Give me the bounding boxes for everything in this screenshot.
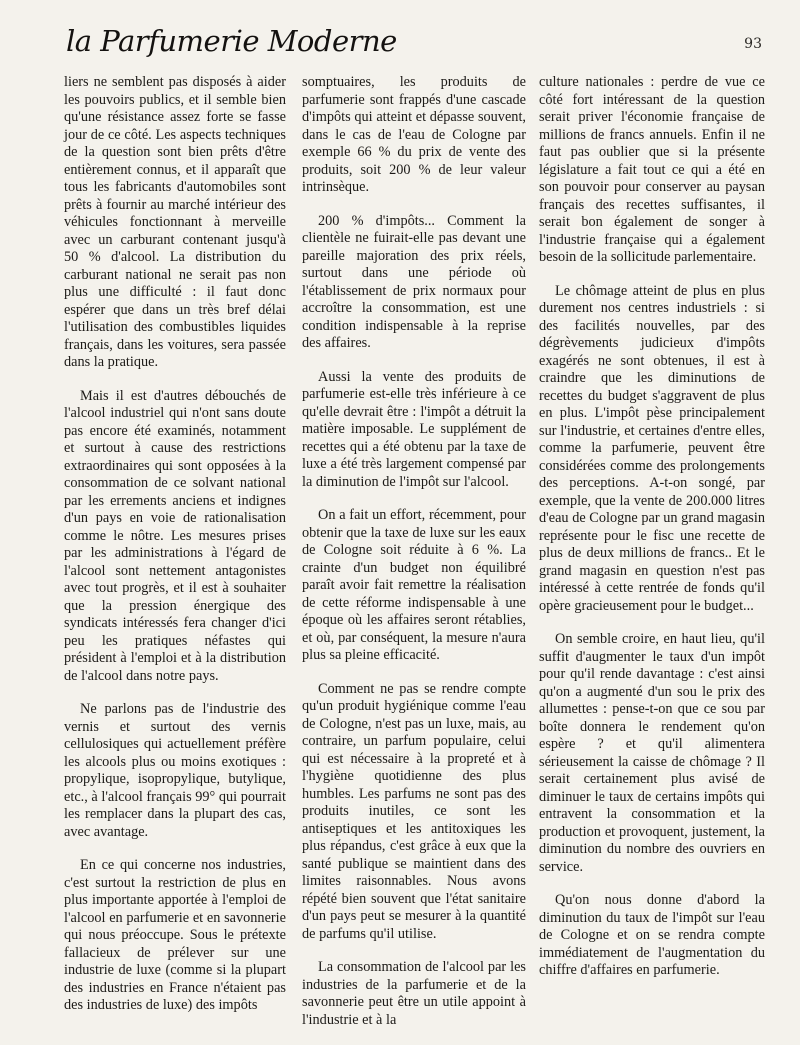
paragraph: La consommation de l'alcool par les industries de la parfumerie et de la savonnerie peut être un utile appoint à l'industrie et à la <box>302 959 526 1028</box>
paragraph: On semble croire, en haut lieu, qu'il suffit d'augmenter le taux d'un impôt pour qu'il rende davantage : c'est ainsi qu'on a augmenté d'un sou le prix des allumettes : pense-t-on que ce sou par boîte donnera le rendement qu'on espère ? et qu'il alimentera sérieusement la caisse de chômage ? Il serait certainement plus avisé de diminuer le taux de certains impôts qui entravent la consommation et la production et provoquent, justement, la diminution du nombre des ouvriers en service. <box>539 631 765 875</box>
paragraph: On a fait un effort, récemment, pour obtenir que la taxe de luxe sur les eaux de Cologne soit réduite à 6 %. La crainte d'un budget non équilibré paraît avoir fait remettre la réalisation de cette réforme indispensable à une époque où les affaires seront rétablies, et où, par conséquent, la mesure n'aura plus sa pleine efficacité. <box>302 507 526 663</box>
paragraph: Mais il est d'autres débouchés de l'alcool industriel qui n'ont sans doute pas encore été examinés, notamment et surtout à cause des restrictions extraordinaires qui sont opposées à la consommation de ce solvant national par les errements anciens et indignes d'un pays en voie de rationalisation comme le nôtre. Les mesures prises par les administrations à l'égard de l'alcool sont nettement antagonistes avec tout progrès, et il est à souhaiter que la pression énergique des syndicats intéressés fera changer d'ici peu les pratiques néfastes qui président à l'emploi et à la distribution de l'alcool dans notre pays. <box>64 387 286 684</box>
paragraph: 200 % d'impôts... Comment la clientèle ne fuirait-elle pas devant une pareille majoration des prix réels, surtout dans une période où l'établissement de prix normaux pour accroître la consommation, est une condition indispensable à la reprise des affaires. <box>302 212 526 351</box>
paragraph: liers ne semblent pas disposés à aider les pouvoirs publics, et il semble bien qu'une résistance assez forte se fasse jour de ce côté. Les aspects techniques de la question sont bien prêts d'être entièrement connus, et il apparaît que tous les fabricants d'automobiles sont prêts à fournir au marché intérieur des véhicules fonctionnant à merveille avec un carburant contenant jusqu'à 50 % d'alcool. La distribution du carburant national ne serait pas non plus une difficulté : il faut donc espérer que dans un très bref délai l'utilisation des combustibles liquides français, dans les voitures, sera passée dans la pratique. <box>64 74 286 370</box>
text-column-1 <box>64 74 286 1031</box>
paragraph: Ne parlons pas de l'industrie des vernis et surtout des vernis cellulosiques qui actuellement préfère les alcools plus ou moins exotiques : propylique, isopropylique, butylique, etc., à l'alcool français 99° qui pourrait les remplacer dans la plupart des cas, avec avantage. <box>64 701 286 840</box>
text-column-2 <box>302 74 526 1045</box>
paragraph: Le chômage atteint de plus en plus durement nos centres industriels : si des facilités nouvelles, par des dégrèvements judicieux d'impôts exagérés ne sont obtenues, il est à craindre que les diminutions de recettes du budget s'aggravent de plus en plus. L'impôt pèse principalement sur l'industrie, et certaines d'entre elles, comme la parfumerie, peuvent être considérées comme des prolongements des perceptions. A-t-on songé, par exemple, que la vente de 200.000 litres d'eau de Cologne par un grand magasin représente pour le fisc une recette de plus de deux millions de francs.. Et le grand magasin en question n'est pas intéressé à cette rentrée de fonds qu'il opère gracieusement pour le budget... <box>539 282 765 614</box>
paragraph: Comment ne pas se rendre compte qu'un produit hygiénique comme l'eau de Cologne, n'est pas un luxe, mais, au contraire, un parfum populaire, celui qui est nécessaire à la propreté et à l'hygiène quotidienne des plus humbles. Les parfums ne sont pas des produits inutiles, ce sont les antiseptiques et les antitoxiques les plus répandus, c'est grâce à eux que la santé publique se maintient dans des limites raisonnables. Nous avons répété bien souvent que l'état sanitaire d'un pays peut se mesurer à la quantité de parfums qu'il utilise. <box>302 680 526 942</box>
paragraph: Qu'on nous donne d'abord la diminution du taux de l'impôt sur l'eau de Cologne et on se rendra compte immédiatement de l'augmentation du chiffre d'affaires en parfumerie. <box>539 892 765 978</box>
paragraph: En ce qui concerne nos industries, c'est surtout la restriction de plus en plus importante apportée à l'emploi de l'alcool en parfumerie et en savonnerie qui nous préoccupe. Sous le prétexte fallacieux de prélever sur une industrie de luxe (comme si la plupart des industries en France n'étaient pas des industries de luxe) des impôts <box>64 857 286 1013</box>
masthead-title: la Parfumerie Moderne <box>66 24 397 58</box>
paragraph: Aussi la vente des produits de parfumerie est-elle très inférieure à ce qu'elle devrait être : l'impôt a détruit la matière imposable. Le supplément de recettes qui a été obtenu par la taxe de luxe a été très largement compensé par la diminution de l'impôt sur l'alcool. <box>302 368 526 490</box>
paragraph: somptuaires, les produits de parfumerie sont frappés d'une cascade d'impôts qui atteint et dépasse souvent, dans le cas de l'eau de Cologne par exemple 66 % du prix de vente des produits, soit 200 % de leur valeur intrinsèque. <box>302 74 526 195</box>
page-number: 93 <box>744 36 762 52</box>
paragraph: culture nationales : perdre de vue ce côté fort intéressant de la question serait priver l'économie française de millions de francs annuels. Enfin il ne faut pas oublier que si la présente législature a fait tout ce qui a été en son pouvoir pour conserver au paysan français des recettes suffisantes, il serait bon également de songer à l'industrie française qui a également besoin de la sollicitude parlementaire. <box>539 74 765 265</box>
text-column-3 <box>539 74 765 996</box>
